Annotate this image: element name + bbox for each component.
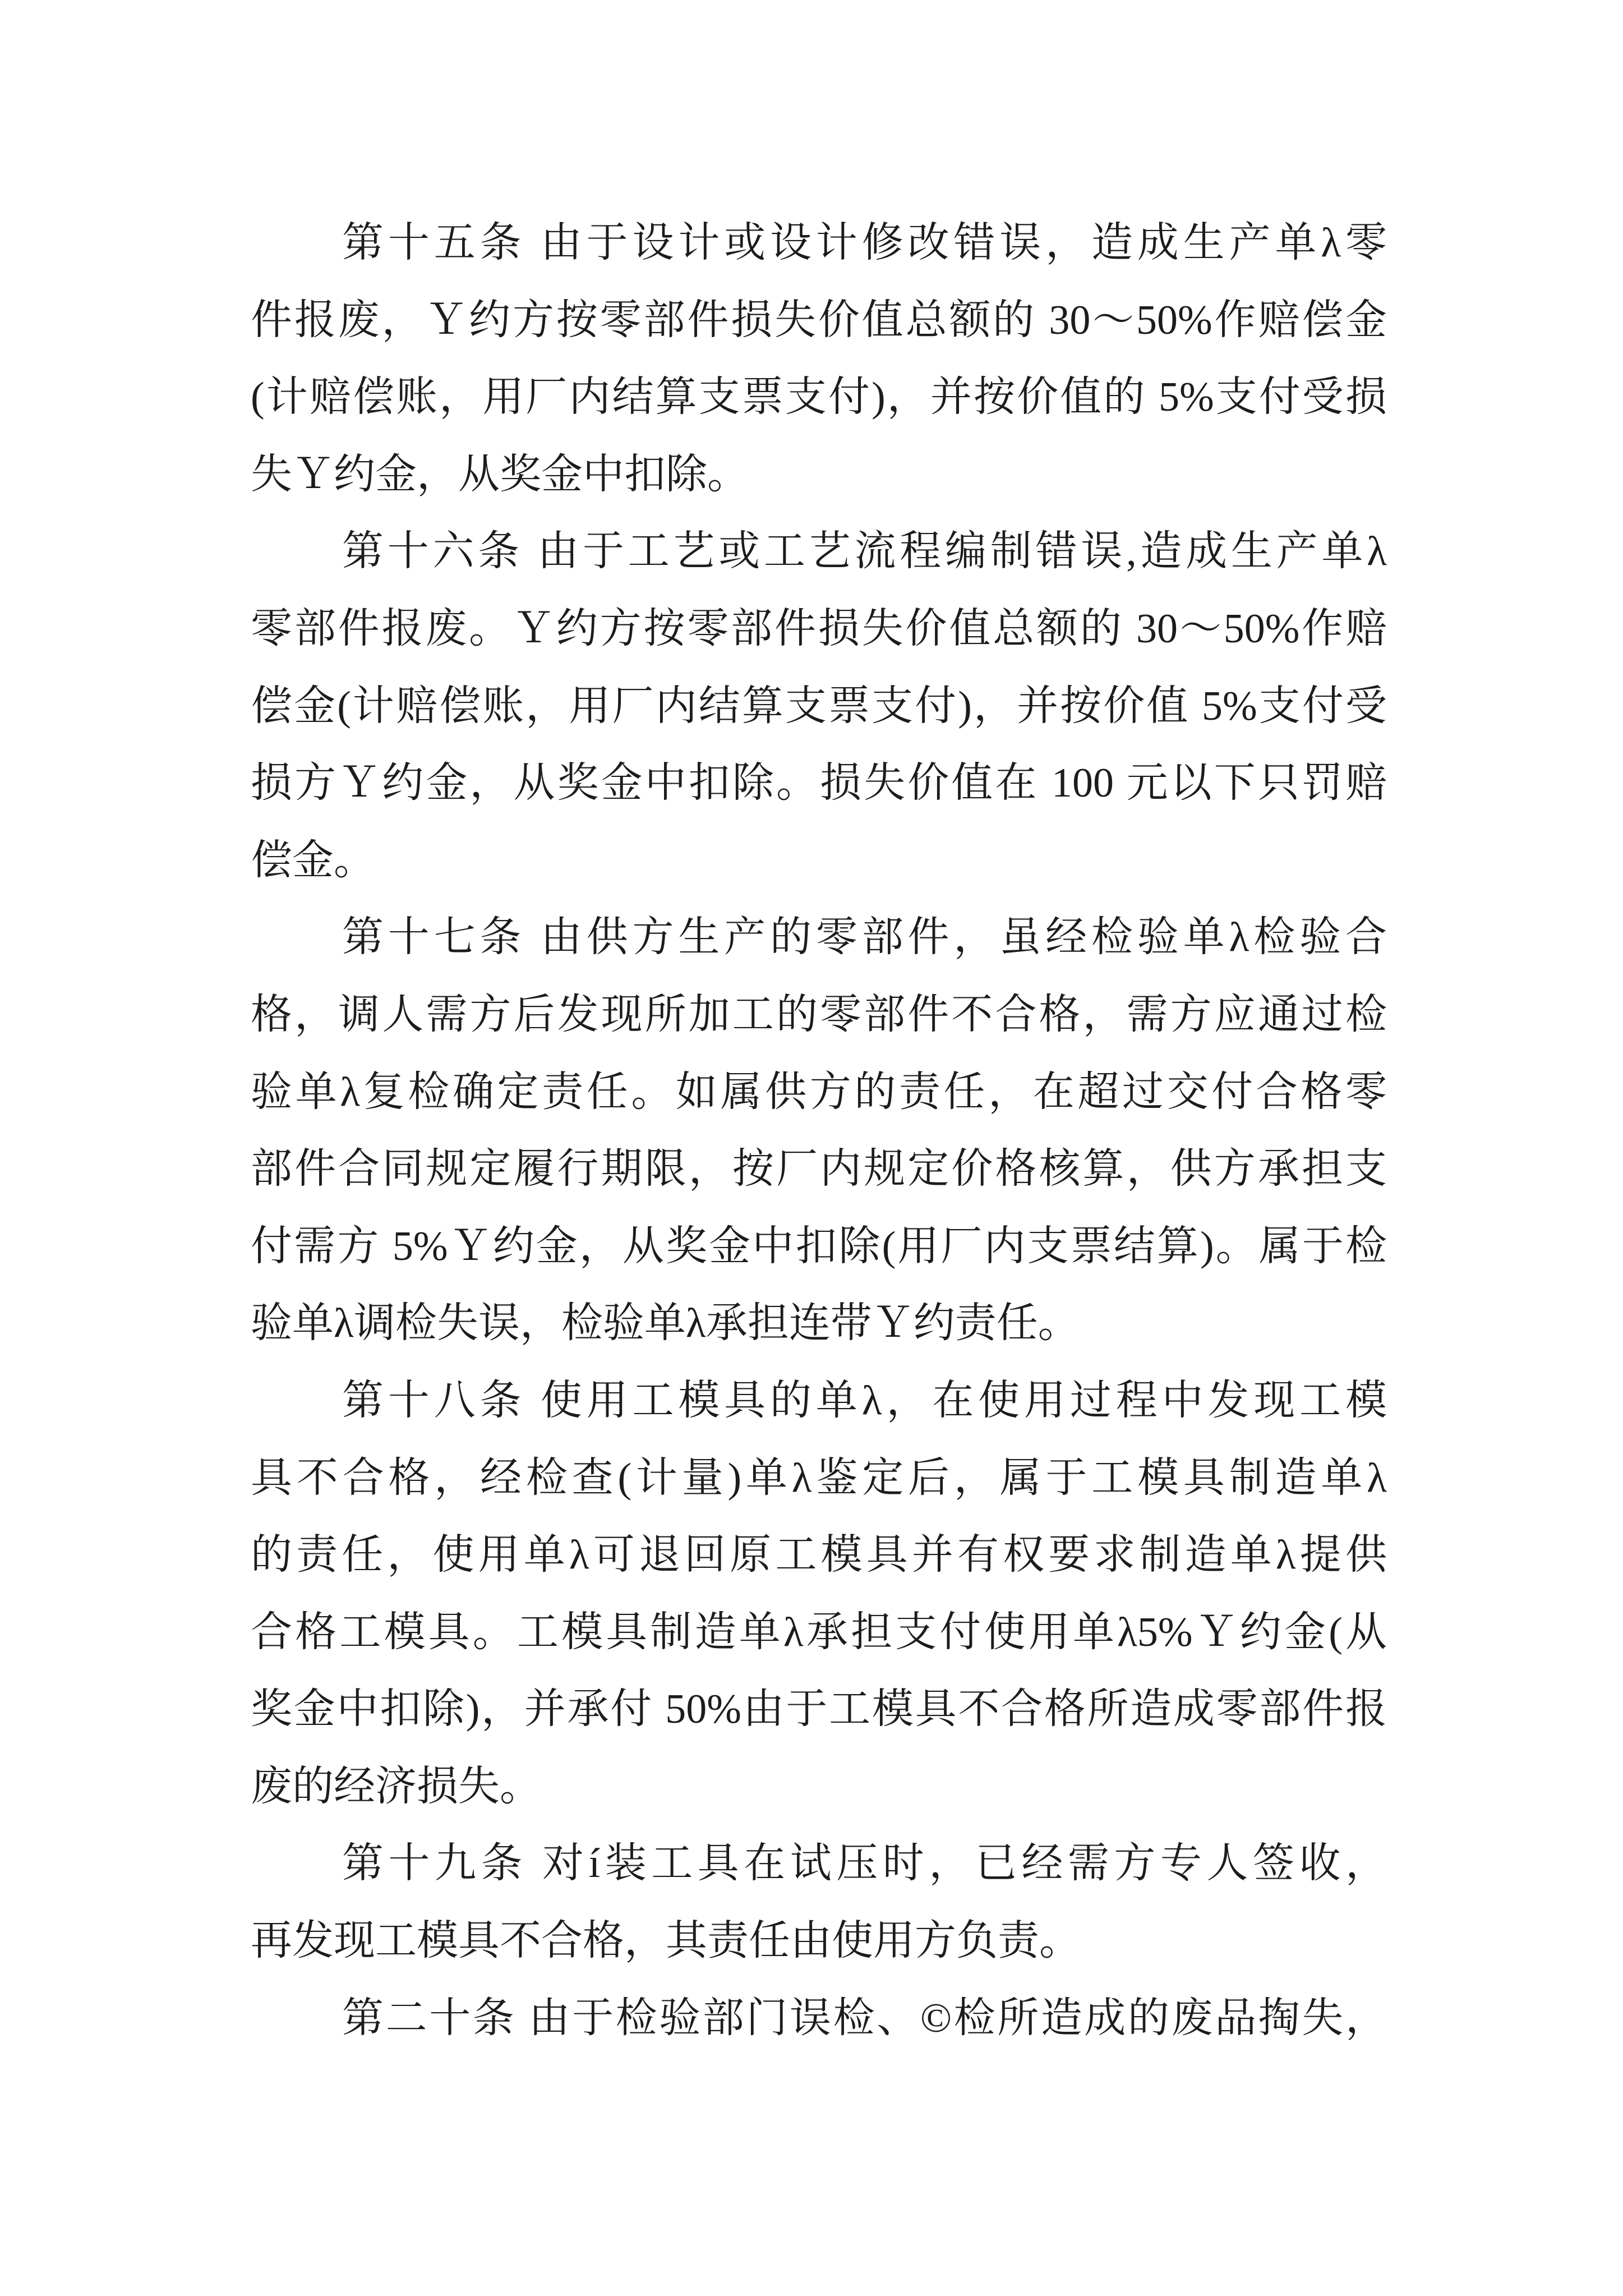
text-line: 偿金(计赔偿账，用厂内结算支票支付)，并按价值 5%支付受 xyxy=(251,683,1387,729)
text-line: 零部件报废。Ｙ约方按零部件损失价值总额的 30～50%作赔 xyxy=(251,605,1387,652)
text-line: 失Ｙ约金，从奖金中扣除。 xyxy=(251,451,749,498)
text-line: 第十五条 由于设计或设计修改错误，造成生产单λ零 xyxy=(342,220,1387,266)
text-line: 格，调人需方后发现所加工的零部件不合格，需方应通过检 xyxy=(251,991,1387,1038)
text-line: 再发现工模具不合格，其责任由使用方负责。 xyxy=(251,1918,1081,1964)
paragraph-article-17 xyxy=(251,899,1387,1363)
text-line: 损方Ｙ约金，从奖金中扣除。损失价值在 100 元以下只罚赔 xyxy=(251,760,1387,807)
paragraph-article-15 xyxy=(251,205,1387,513)
text-line: 第十九条 对í装工具在试压时，已经需方专人签收， xyxy=(342,1841,1387,1887)
text-line: 验单λ调检失误，检验单λ承担连带Ｙ约责任。 xyxy=(251,1300,1080,1347)
text-line: 废的经济损失。 xyxy=(251,1763,541,1810)
text-line: 合格工模具。工模具制造单λ承担支付使用单λ5%Ｙ约金(从 xyxy=(251,1609,1387,1655)
text-line: 第十八条 使用工模具的单λ，在使用过程中发现工模 xyxy=(342,1377,1387,1424)
text-line: (计赔偿账，用厂内结算支票支付)，并按价值的 5%支付受损 xyxy=(251,374,1387,421)
text-line: 偿金。 xyxy=(251,837,375,884)
text-line: 奖金中扣除)，并承付 50%由于工模具不合格所造成零部件报 xyxy=(251,1686,1387,1733)
text-line: 第十六条 由于工艺或工艺流程编制错误,造成生产单λ xyxy=(342,528,1387,575)
text-line: 件报废，Ｙ约方按零部件损失价值总额的 30～50%作赔偿金 xyxy=(251,297,1387,343)
text-line: 的责任，使用单λ可退回原工模具并有权要求制造单λ提供 xyxy=(251,1532,1387,1579)
text-line: 付需方 5%Ｙ约金，从奖金中扣除(用厂内支票结算)。属于检 xyxy=(251,1223,1387,1269)
text-line: 部件合同规定履行期限，按厂内规定价格核算，供方承担支 xyxy=(251,1146,1387,1193)
paragraph-article-18 xyxy=(251,1363,1387,1826)
text-line: 第十七条 由供方生产的零部件，虽经检验单λ检验合 xyxy=(342,914,1387,961)
text-line: 具不合格，经检查(计量)单λ鉴定后，属于工模具制造单λ xyxy=(251,1455,1387,1501)
paragraph-article-20 xyxy=(251,1980,1387,2058)
paragraph-article-19 xyxy=(251,1825,1387,1980)
text-line: 第二十条 由于检验部门误检、©检所造成的废品掏失， xyxy=(342,1995,1387,2041)
document-page xyxy=(251,205,1387,2057)
paragraph-article-16 xyxy=(251,513,1387,899)
text-line: 验单λ复检确定责任。如属供方的责任，在超过交付合格零 xyxy=(251,1069,1387,1115)
